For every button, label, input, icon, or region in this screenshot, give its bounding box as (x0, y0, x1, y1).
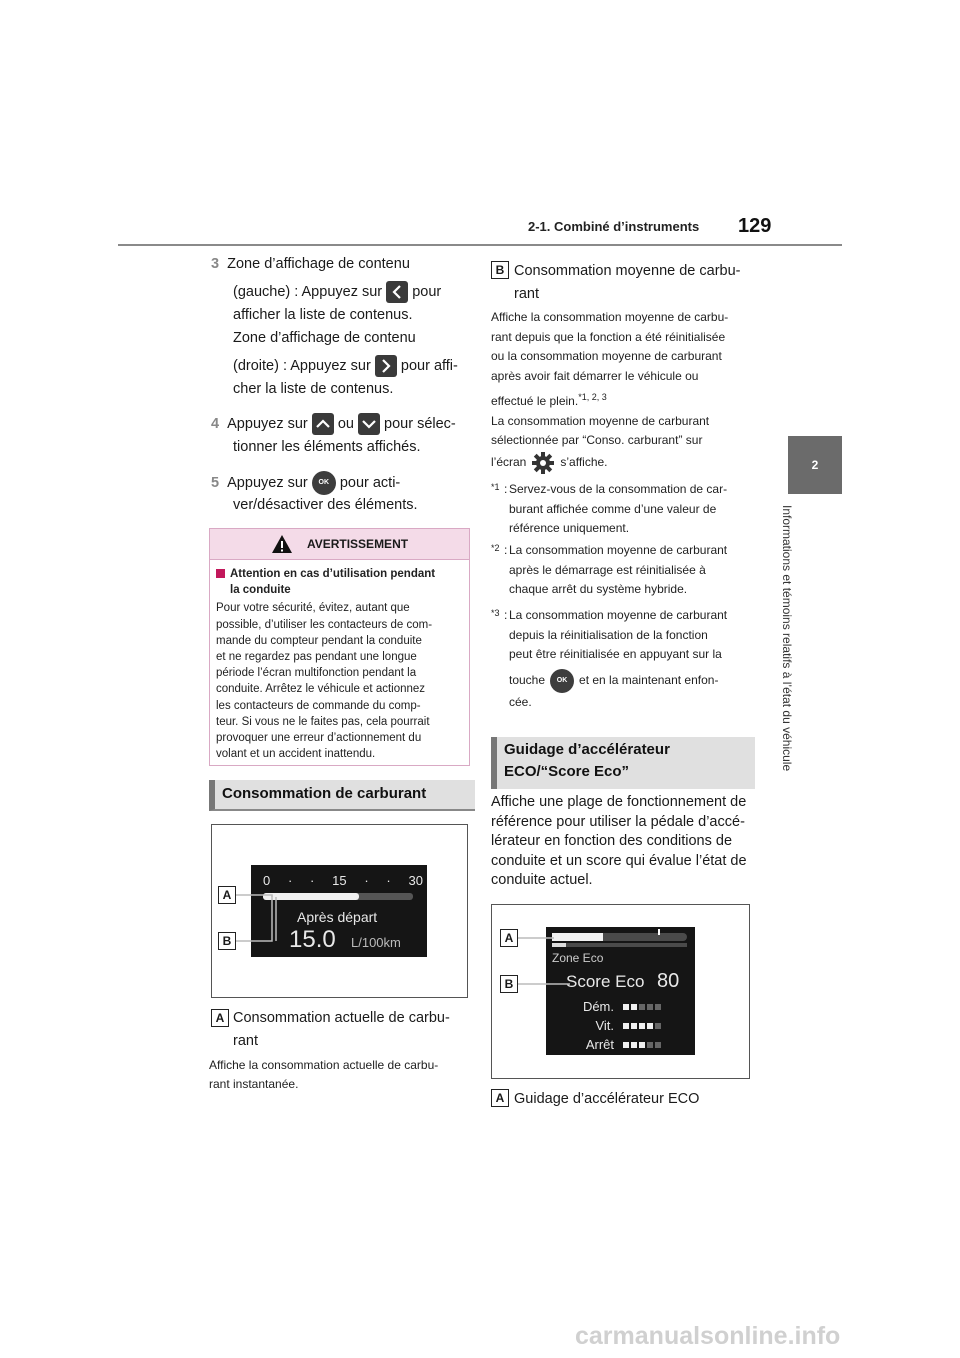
bullet-square-icon (216, 569, 225, 578)
item-a-desc-2: rant instantanée. (209, 1077, 299, 1091)
warning-text: Pour votre sécurité, évitez, autant que possible, d’utiliser les contacteurs de com- mande du compteur pendant la conduite et ne regardez pas pendant une longue période l’écran multifonction pendant la conduite. Arrêtez le véhicule et actionnez les contacteurs de commande du comp- teur. Si vous ne le faites pas, cela pourrait provoquer une erreur d’actionnement du volant et un accident inattendu. (216, 602, 433, 761)
step-3: 3 Zone d’affichage de contenu (211, 256, 410, 272)
callout-a: A (218, 886, 236, 904)
watermark: carmanualsonline.info (575, 1322, 841, 1350)
callout-a: A (500, 929, 518, 947)
eco-callout-lines (492, 905, 749, 1078)
item-b-title-2: rant (514, 286, 539, 302)
step-3-line6: cher la liste de contenus. (233, 381, 394, 397)
chapter-tab[interactable]: 2 (788, 436, 842, 494)
section-title-fuel: Consommation de carburant (209, 780, 475, 811)
item-b-label: B (491, 261, 509, 279)
step-3-line4: Zone d’affichage de contenu (233, 330, 416, 346)
warning-header: AVERTISSEMENT (210, 529, 469, 560)
item-b-title: Consommation moyenne de carbu- (514, 263, 741, 279)
step-4-line2: tionner les éléments affichés. (233, 439, 421, 455)
eco-row: Dém. (566, 997, 686, 1016)
section-heading: 2-1. Combiné d’instruments (528, 219, 700, 234)
eco-row: Arrêt (566, 1035, 686, 1054)
fuel-callout-lines (212, 825, 467, 997)
eco-row: Vit. (566, 1016, 686, 1035)
item-b-screen-line: l’écran s’affiche. (491, 451, 608, 475)
ok-button-icon: OK (550, 669, 574, 693)
step-5-line2: ver/désactiver des éléments. (233, 497, 418, 513)
page-number: 129 (738, 215, 772, 237)
fuel-value: 15.0 (289, 926, 336, 953)
footnote-2: *2 : La consommation moyenne de carburant après le démarrage est réinitialisée à chaque arrêt du système hybride. (491, 543, 728, 596)
callout-b: B (218, 932, 236, 950)
item-b-desc: Affiche la consommation moyenne de carbu- rant depuis que la fonction a été réinitialisée ou la consommation moyenne de carburant après avoir fait démarrer le véhicule ou effectué le plein.$^{*1, 2, 3}$ La consommation moyenne de carburant sélectionnée par “Conso. carburant” sur (491, 310, 729, 447)
chapter-side-title: Informations et témoins relatifs à l’état du véhicule (780, 505, 794, 772)
eco-score-label: Score Eco (566, 972, 645, 991)
fuel-scale: 0 · · 15 · · 30 (263, 873, 423, 888)
step-3-line5: (droite) : Appuyez sur pour affi- (233, 355, 458, 378)
section-title-eco: Guidage d’accélérateur ECO/“Score Eco” (491, 737, 755, 789)
footnote-3-end: cée. (509, 695, 532, 709)
eco-item-a-label: A (491, 1089, 509, 1107)
item-a-label: A (211, 1009, 229, 1027)
warning-body (210, 560, 469, 762)
item-a-title-2: rant (233, 1033, 258, 1049)
header-rule (118, 244, 842, 246)
step-4: 4 Appuyez sur ou pour sélec- (211, 413, 456, 436)
step-5: 5 Appuyez sur OK pour acti- (211, 471, 400, 495)
item-a-title: Consommation actuelle de carbu- (233, 1010, 450, 1026)
item-a-desc: Affiche la consommation actuelle de carbu- (209, 1058, 439, 1072)
footnote-3-tail: touche OK et en la maintenant enfon- (509, 669, 718, 693)
eco-score-value: 80 (657, 970, 680, 992)
chevron-right-icon (375, 355, 397, 377)
fuel-unit: L/100km (351, 935, 401, 950)
eco-description: Affiche une plage de fonctionnement de référence pour utiliser la pédale d’accé- lérateur en fonction des conditions de conduite et un score qui évalue l’état de conduite actuel. (491, 794, 747, 888)
gear-icon (531, 451, 555, 475)
chevron-down-icon (358, 413, 380, 435)
eco-figure (491, 904, 750, 1079)
eco-item-a-title: Guidage d’accélérateur ECO (514, 1091, 700, 1107)
step-3-line2: (gauche) : Appuyez sur pour (233, 281, 441, 304)
warning-box (209, 528, 470, 766)
fuel-figure (211, 824, 468, 998)
warning-item-title: Attention en cas d’utilisation pendant la conduite (216, 566, 463, 598)
warning-triangle-icon (271, 534, 293, 554)
chevron-up-icon (312, 413, 334, 435)
eco-zone-label: Zone Eco (552, 951, 604, 965)
chevron-left-icon (386, 281, 408, 303)
ok-button-icon: OK (312, 471, 336, 495)
fuel-caption: Après départ (297, 909, 378, 925)
step-3-line3: afficher la liste de contenus. (233, 307, 413, 323)
callout-b: B (500, 975, 518, 993)
footnote-3: *3 : La consommation moyenne de carburant depuis la réinitialisation de la fonction peut être réinitialisée en appuyant sur la (491, 608, 728, 661)
footnote-1: *1 : Servez-vous de la consommation de car- burant affichée comme d’une valeur de référence uniquement. (491, 482, 728, 535)
